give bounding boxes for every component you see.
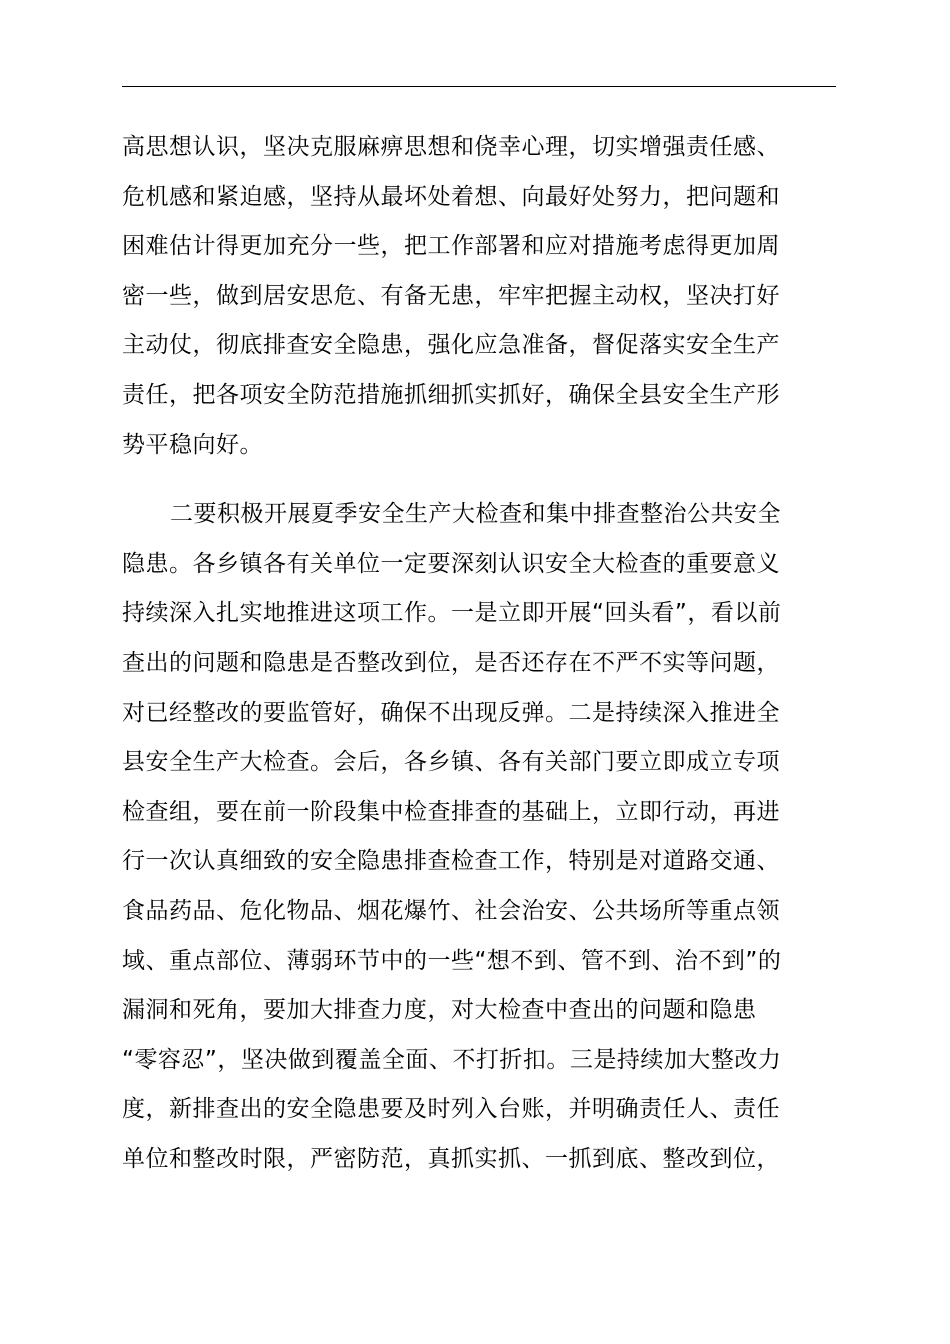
- text-line: 势平稳向好。: [122, 431, 263, 458]
- text-line: 密一些，做到居安思危、有备无患，牢牢把握主动权，坚决打好: [122, 282, 780, 309]
- text-line: 持续深入扎实地推进这项工作。一是立即开展“回头看”，看以前: [122, 600, 782, 627]
- text-line: “零容忍”，坚决做到覆盖全面、不打折扣。三是持续加大整改力: [122, 1046, 782, 1073]
- text-line: 主动仗，彻底排查安全隐患，强化应急准备，督促落实安全生产: [122, 332, 780, 359]
- text-line: 漏洞和死角，要加大排查力度，对大检查中查出的问题和隐患: [122, 997, 757, 1024]
- text-line: 二要积极开展夏季安全生产大检查和集中排查整治公共安全: [170, 501, 781, 528]
- text-line: 行一次认真细致的安全隐患排查检查工作，特别是对道路交通、: [122, 848, 780, 875]
- paragraph-1: [122, 123, 836, 470]
- text-line: 责任，把各项安全防范措施抓细抓实抓好，确保全县安全生产形: [122, 381, 780, 408]
- text-line: 困难估计得更加充分一些，把工作部署和应对措施考虑得更加周: [122, 233, 780, 260]
- text-line: 对已经整改的要监管好，确保不出现反弹。二是持续深入推进全: [122, 699, 780, 726]
- text-line: 高思想认识，坚决克服麻痹思想和侥幸心理，切实增强责任感、: [122, 134, 780, 160]
- text-line: 查出的问题和隐患是否整改到位，是否还存在不严不实等问题，: [122, 649, 780, 676]
- paragraph-2: [122, 490, 836, 1184]
- text-line: 检查组，要在前一阶段集中检查排查的基础上，立即行动，再进: [122, 798, 780, 825]
- text-line: 域、重点部位、薄弱环节中的一些“想不到、管不到、治不到”的: [122, 947, 782, 974]
- header-rule: [122, 86, 836, 87]
- text-line: 度，新排查出的安全隐患要及时列入台账，并明确责任人、责任: [122, 1096, 780, 1123]
- text-line: 隐患。各乡镇各有关单位一定要深刻认识安全大检查的重要意义: [122, 550, 780, 577]
- text-line: 单位和整改时限，严密防范，真抓实抓、一抓到底、整改到位，: [122, 1145, 780, 1172]
- text-line: 县安全生产大检查。会后，各乡镇、各有关部门要立即成立专项: [122, 749, 780, 776]
- text-line: 食品药品、危化物品、烟花爆竹、社会治安、公共场所等重点领: [122, 897, 780, 924]
- document-body: [122, 123, 836, 1184]
- text-line: 危机感和紧迫感，坚持从最坏处着想、向最好处努力，把问题和: [122, 183, 780, 210]
